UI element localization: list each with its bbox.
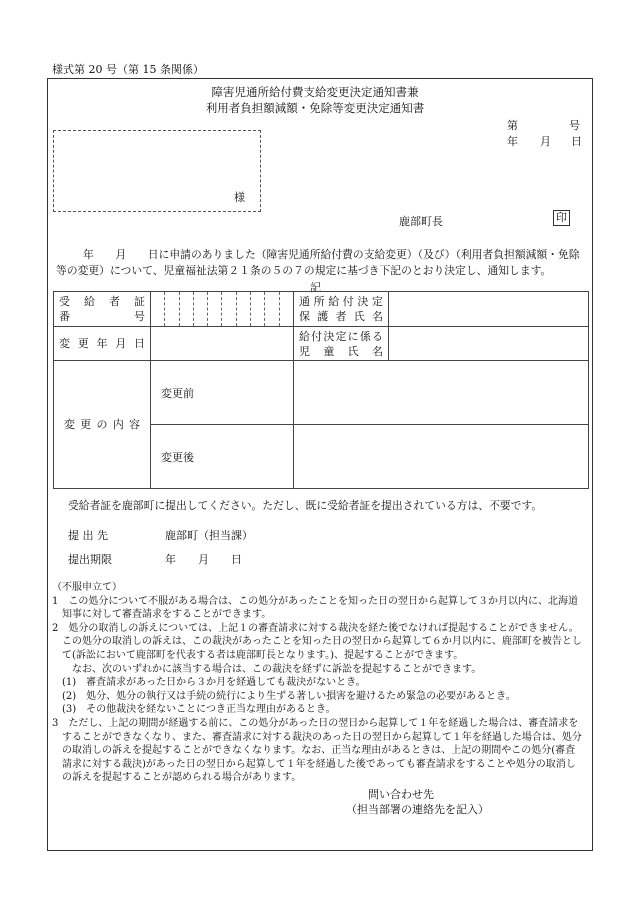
digit-cell bbox=[194, 292, 208, 326]
change-date-label: 変更年月日 bbox=[54, 327, 151, 361]
guardian-name-field[interactable] bbox=[389, 292, 589, 327]
note-line: て(訴訟において鹿部町を代表する者は鹿部町長となります。)、提起することができます。 bbox=[52, 649, 464, 661]
submit-to-value: 鹿部町（担当課） bbox=[165, 529, 253, 542]
after-field[interactable] bbox=[294, 425, 589, 489]
title-line-1: 障害児通所給付費支給変更決定通知書兼 bbox=[211, 85, 419, 99]
child-name-label: 給付決定に係る 児童氏名 bbox=[294, 327, 389, 361]
contact-value: （担当部署の連絡先を記入） bbox=[346, 803, 489, 816]
note-line: 1 この処分について不服がある場合は、この処分があったことを知った日の翌日から起算して３か月以内に、北海道 bbox=[52, 595, 579, 607]
title-line-2: 利用者負担額減額・免除等変更決定通知書 bbox=[205, 101, 425, 115]
before-field[interactable] bbox=[294, 361, 589, 425]
child-name-field[interactable] bbox=[389, 327, 589, 361]
note-line: 3 ただし、上記の期間が経過する前に、この処分があった日の翌日から起算して１年を経過した場合は、審査請求を bbox=[52, 717, 579, 729]
digit-cell bbox=[165, 292, 179, 326]
recipient-address-box[interactable] bbox=[53, 130, 261, 212]
note-line: (1) 審査請求があった日から３か月を経過しても裁決がないとき。 bbox=[52, 677, 366, 689]
note-line: 請求に対する裁決)があった日の翌日から起算して１年を経過した後であっても審査請求をすることや処分の取消し bbox=[52, 758, 576, 770]
guardian-name-label: 通所給付決定 保護者氏名 bbox=[294, 292, 389, 327]
date-day: 日 bbox=[571, 135, 582, 148]
submit-notice: 受給者証を鹿部町に提出してください。ただし、既に受給者証を提出されている方は、不要です。 bbox=[68, 499, 543, 512]
note-line: (3) その他裁決を経ないことにつき正当な理由があるとき。 bbox=[52, 704, 336, 716]
date-year: 年 bbox=[507, 135, 518, 148]
cert-number-cells[interactable] bbox=[151, 292, 294, 327]
document-number-label: 第 bbox=[507, 119, 518, 132]
note-line: なお、次のいずれかに該当する場合は、この裁決を経ずに訴訟を提起することができます。 bbox=[52, 663, 482, 675]
note-line: の取消しの訴えを提起することができなくなります。なお、正当な理由があるときは、上記の期間やこの処分(審査 bbox=[52, 745, 576, 757]
change-content-label: 変更の内容 bbox=[54, 361, 151, 489]
document-number-suffix: 号 bbox=[569, 119, 580, 132]
cert-number-label: 受給者証 番号 bbox=[54, 292, 151, 327]
deadline-value: 年 月 日 bbox=[165, 553, 242, 566]
submit-to-label: 提 出 先 bbox=[68, 529, 108, 542]
note-line: 2 処分の取消しの訴えについては、上記１の審査請求に対する裁決を経た後でなければ提起することができません。 bbox=[52, 622, 579, 634]
digit-cell bbox=[222, 292, 236, 326]
seal-stamp: 印 bbox=[553, 210, 570, 226]
digit-cell bbox=[208, 292, 222, 326]
change-date-field[interactable] bbox=[151, 327, 294, 361]
after-label: 変更後 bbox=[151, 425, 294, 489]
change-table bbox=[53, 291, 589, 489]
note-line: （不服申立て） bbox=[52, 582, 122, 593]
digit-cell bbox=[237, 292, 251, 326]
contact-label: 問い合わせ先 bbox=[368, 788, 434, 801]
digit-cell bbox=[265, 292, 279, 326]
deadline-label: 提出期限 bbox=[68, 553, 112, 566]
body-line-1: 年 月 日に申請のありました（障害児通所給付費の支給変更）（及び）（利用者負担額減額・免除 bbox=[83, 248, 580, 261]
appeal-notes bbox=[52, 581, 592, 785]
form-number: 様式第 20 号（第 15 条関係） bbox=[52, 63, 204, 76]
note-line: (2) 処分、処分の執行又は手続の続行により生ずる著しい損害を避けるため緊急の必要があるとき。 bbox=[52, 690, 516, 702]
note-line: 知事に対して審査請求をすることができます。 bbox=[52, 609, 272, 621]
digit-cell bbox=[180, 292, 194, 326]
digit-cell bbox=[151, 292, 165, 326]
ki-label: 記 bbox=[310, 281, 321, 294]
issuer-name: 鹿部町長 bbox=[399, 215, 443, 228]
note-line: この処分の取消しの訴えは、この裁決があったことを知った日の翌日から起算して６か月以内に、鹿部町を被告とし bbox=[52, 636, 582, 648]
digit-cell bbox=[280, 292, 293, 326]
note-line: することができなくなり、また、審査請求に対する裁決のあった日の翌日から起算して１年を経過した場合は、処分 bbox=[52, 731, 582, 743]
note-line: の訴えを提起することが認められる場合があります。 bbox=[52, 772, 302, 784]
body-line-2: 等の変更）について、児童福祉法第２１条の５の７の規定に基づき下記のとおり決定し、通知します。 bbox=[56, 264, 552, 277]
before-label: 変更前 bbox=[151, 361, 294, 425]
date-month: 月 bbox=[540, 135, 551, 148]
digit-cell bbox=[251, 292, 265, 326]
recipient-honorific: 様 bbox=[234, 191, 245, 204]
